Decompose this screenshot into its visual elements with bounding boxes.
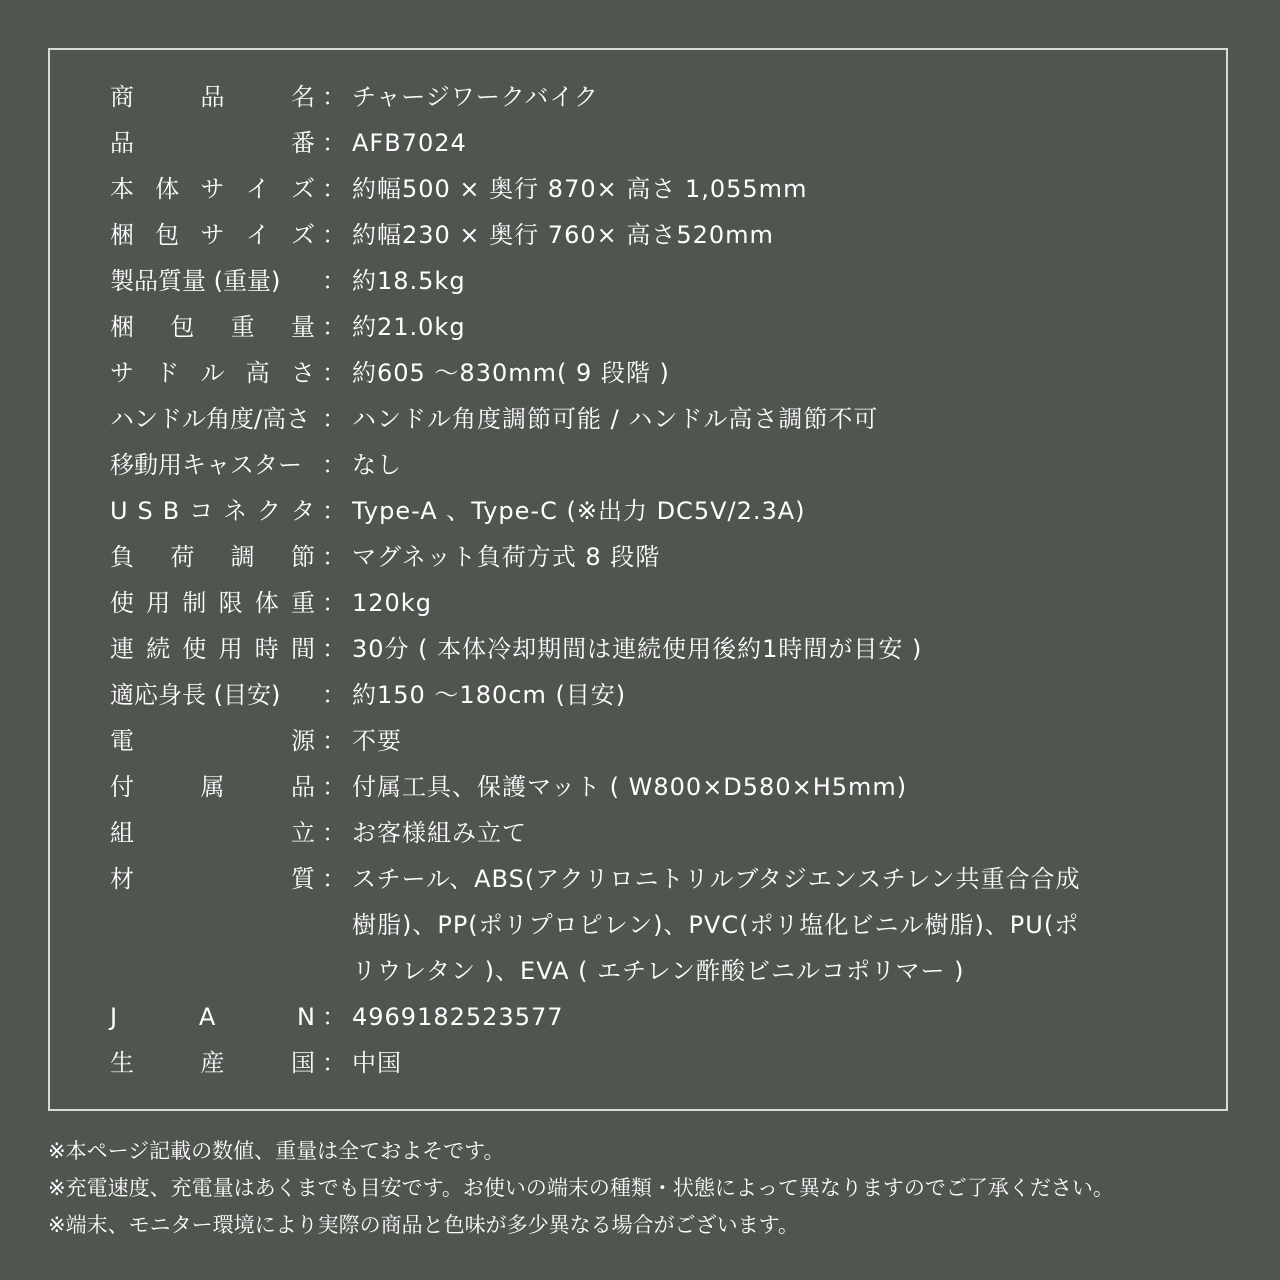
spec-colon: ： bbox=[322, 405, 346, 433]
spec-label: 移動用キャスター bbox=[110, 451, 302, 479]
spec-label: 梱 包 重 量 bbox=[110, 313, 316, 341]
spec-value bbox=[352, 350, 1142, 396]
spec-colon: ： bbox=[322, 129, 346, 157]
spec-value bbox=[352, 442, 1142, 488]
spec-row bbox=[110, 534, 1180, 580]
spec-label: 負 荷 調 節 bbox=[110, 543, 316, 571]
spec-colon: ： bbox=[322, 727, 346, 755]
spec-row bbox=[110, 74, 1180, 120]
spec-list bbox=[110, 74, 1180, 1086]
spec-colon: ： bbox=[322, 221, 346, 249]
spec-label: 電 源 bbox=[110, 727, 316, 755]
spec-value-line: お客様組み立て bbox=[352, 819, 527, 847]
spec-value bbox=[352, 580, 1142, 626]
spec-value-line: 約150 ～180cm (目安) bbox=[352, 681, 627, 709]
note-2: ※充電速度、充電量はあくまでも目安です。お使いの端末の種類・状態によって異なりますのでご了承ください。 bbox=[48, 1176, 1114, 1200]
spec-value-line: 約18.5kg bbox=[352, 267, 466, 295]
spec-colon: ： bbox=[322, 865, 346, 893]
spec-colon: ： bbox=[322, 313, 346, 341]
spec-label: 本 体 サ イ ズ bbox=[110, 175, 316, 203]
spec-label: U S B コ ネ ク タ bbox=[110, 497, 316, 525]
spec-label: 品 番 bbox=[110, 129, 316, 157]
spec-row bbox=[110, 442, 1180, 488]
note-3: ※端末、モニター環境により実際の商品と色味が多少異なる場合がございます。 bbox=[48, 1213, 799, 1237]
spec-value-line: 中国 bbox=[352, 1049, 402, 1077]
spec-row bbox=[110, 120, 1180, 166]
spec-colon: ： bbox=[322, 83, 346, 111]
spec-colon: ： bbox=[322, 819, 346, 847]
spec-value bbox=[352, 212, 1142, 258]
spec-colon: ： bbox=[322, 1049, 346, 1077]
spec-row bbox=[110, 626, 1180, 672]
spec-value-line: スチール、ABS(アクリロニトリルブタジエンスチレン共重合合成 bbox=[352, 865, 1081, 893]
spec-label: 商 品 名 bbox=[110, 83, 316, 111]
spec-label: 組 立 bbox=[110, 819, 316, 847]
spec-colon: ： bbox=[322, 589, 346, 617]
spec-value bbox=[352, 120, 1142, 166]
spec-row bbox=[110, 304, 1180, 350]
spec-row bbox=[110, 166, 1180, 212]
spec-row bbox=[110, 258, 1180, 304]
spec-value-line: 4969182523577 bbox=[352, 1003, 564, 1031]
spec-value bbox=[352, 994, 1142, 1040]
spec-value-line: チャージワークバイク bbox=[352, 83, 599, 111]
spec-value bbox=[352, 672, 1142, 718]
spec-value bbox=[352, 258, 1142, 304]
spec-label: 生 産 国 bbox=[110, 1049, 316, 1077]
spec-value-line: ハンドル角度調節可能 / ハンドル高さ調節不可 bbox=[352, 405, 879, 433]
spec-label: 梱 包 サ イ ズ bbox=[110, 221, 316, 249]
spec-row bbox=[110, 718, 1180, 764]
spec-colon: ： bbox=[322, 497, 346, 525]
spec-value bbox=[352, 718, 1142, 764]
spec-value-line: マグネット負荷方式 8 段階 bbox=[352, 543, 661, 571]
spec-value bbox=[352, 396, 1142, 442]
spec-colon: ： bbox=[322, 451, 346, 479]
spec-value bbox=[352, 534, 1142, 580]
spec-value-line: 30分 ( 本体冷却期間は連続使用後約1時間が目安 ) bbox=[352, 635, 923, 663]
note-1: ※本ページ記載の数値、重量は全ておよそです。 bbox=[48, 1139, 505, 1163]
spec-label: 製品質量 (重量) bbox=[110, 267, 281, 295]
spec-label: 連 続 使 用 時 間 bbox=[110, 635, 316, 663]
spec-row bbox=[110, 580, 1180, 626]
spec-value-line: 不要 bbox=[352, 727, 402, 755]
spec-value-line: 約605 ～830mm( 9 段階 ) bbox=[352, 359, 670, 387]
spec-label: 材 質 bbox=[110, 865, 316, 893]
spec-value bbox=[352, 626, 1142, 672]
spec-colon: ： bbox=[322, 359, 346, 387]
spec-colon: ： bbox=[322, 681, 346, 709]
spec-label: サ ド ル 高 さ bbox=[110, 359, 316, 387]
spec-value-line: なし bbox=[352, 451, 402, 479]
spec-label: J A N bbox=[110, 1003, 316, 1031]
spec-row bbox=[110, 994, 1180, 1040]
spec-row bbox=[110, 672, 1180, 718]
spec-value bbox=[352, 810, 1142, 856]
spec-value bbox=[352, 488, 1142, 534]
spec-value-line: AFB7024 bbox=[352, 129, 467, 157]
spec-colon: ： bbox=[322, 1003, 346, 1031]
spec-label: 付 属 品 bbox=[110, 773, 316, 801]
spec-row bbox=[110, 810, 1180, 856]
spec-row bbox=[110, 488, 1180, 534]
spec-value bbox=[352, 166, 1142, 212]
spec-value bbox=[352, 1040, 1142, 1086]
spec-value-line: 約幅500 × 奥行 870× 高さ 1,055mm bbox=[352, 175, 808, 203]
spec-colon: ： bbox=[322, 635, 346, 663]
spec-value-line: 約幅230 × 奥行 760× 高さ520mm bbox=[352, 221, 774, 249]
spec-value-line: 樹脂)、PP(ポリプロピレン)、PVC(ポリ塩化ビニル樹脂)、PU(ポ bbox=[352, 911, 1080, 939]
spec-value-line: 約21.0kg bbox=[352, 313, 466, 341]
spec-row bbox=[110, 350, 1180, 396]
spec-label: 使 用 制 限 体 重 bbox=[110, 589, 316, 617]
spec-colon: ： bbox=[322, 773, 346, 801]
spec-row bbox=[110, 764, 1180, 810]
spec-value bbox=[352, 74, 1142, 120]
spec-value bbox=[352, 304, 1142, 350]
spec-row bbox=[110, 1040, 1180, 1086]
spec-row bbox=[110, 856, 1180, 994]
spec-value-line: Type-A 、Type-C (※出力 DC5V/2.3A) bbox=[352, 497, 806, 525]
spec-row bbox=[110, 212, 1180, 258]
spec-colon: ： bbox=[322, 543, 346, 571]
spec-colon: ： bbox=[322, 267, 346, 295]
spec-label: ハンドル角度/高さ bbox=[110, 405, 311, 433]
spec-colon: ： bbox=[322, 175, 346, 203]
spec-label: 適応身長 (目安) bbox=[110, 681, 281, 709]
spec-value bbox=[352, 764, 1142, 810]
spec-value bbox=[352, 856, 1142, 994]
spec-value-line: 付属工具、保護マット ( W800×D580×H5mm) bbox=[352, 773, 908, 801]
spec-value-line: 120kg bbox=[352, 589, 432, 617]
spec-value-line: リウレタン )、EVA ( エチレン酢酸ビニルコポリマー ) bbox=[352, 957, 965, 985]
spec-row bbox=[110, 396, 1180, 442]
notes bbox=[48, 1133, 1248, 1244]
